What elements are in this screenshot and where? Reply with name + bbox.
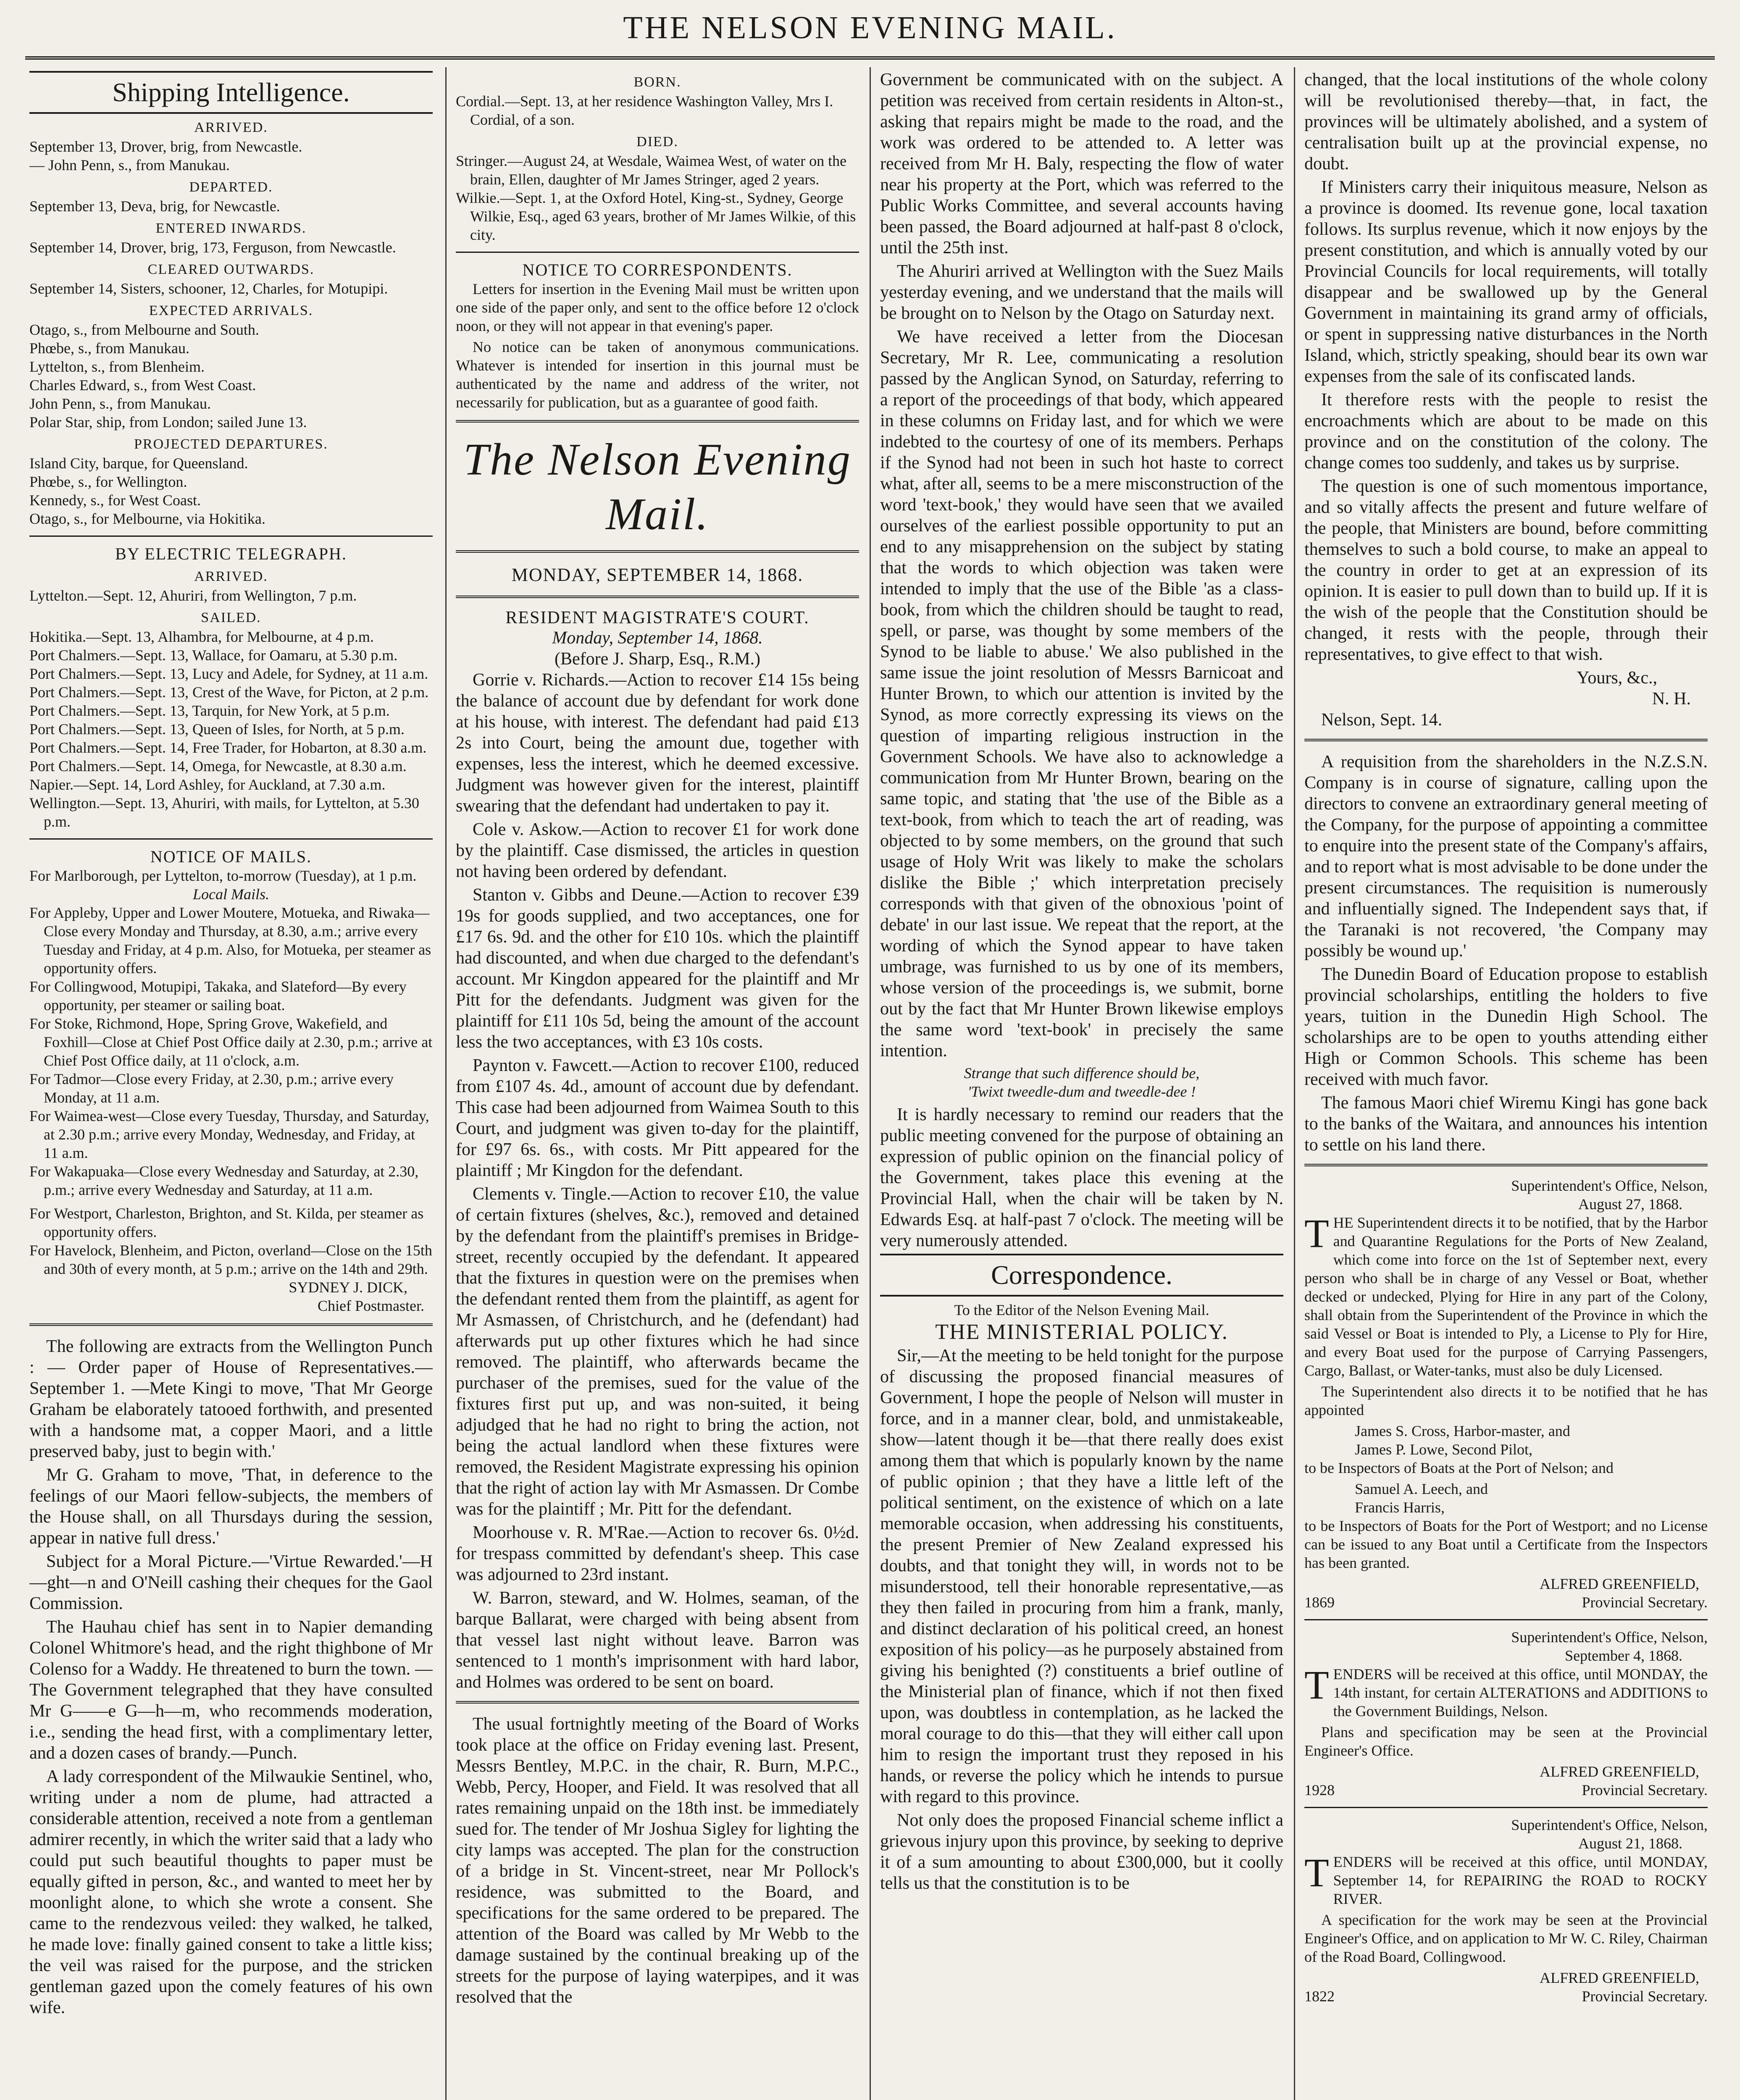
ad-name: Francis Harris, (1355, 1499, 1445, 1516)
letter-place-date: Nelson, Sept. 14. (1321, 710, 1443, 730)
column-2 (456, 69, 859, 2100)
court-before: (Before J. Sharp, Esq., R.M.) (555, 649, 760, 669)
article-paragraph: Subject for a Moral Picture.—'Virtue Rewarded.'—H—ght—n and O'Neill cashing their cheques for the Gaol Commission. (29, 1552, 433, 1613)
article-paragraph: Sir,—At the meeting to be held tonight for the purpose of discussing the proposed financial measures of Government, I hope the people of Nelson will muster in force, and in a manner clear, bold, and unmistakeable, show—latent though it be—that there really does exist among them that which is popularly known by the name of public opinion ; that they have a little left of the political sentiment, on the existence of which on a late memorable occasion, when addressing his constituents, the present Premier of New Zealand expressed his doubts, and that tonight they will, in words not to be misunderstood, tell their honorable representative,—as they then failed in procuring from him a frank, manly, and distinct declaration of his political creed, an honest exposition of his policy—as he purposely abstained from giving his benighted (?) constituents a brief outline of the Ministerial plan of finance, which if not then fixed upon, was doubtless in contemplation, as he lacked the moral courage to do this—that they will either call upon him to resign the important trust they reposed in his hands, or reverse the policy which he intends to pursue with regard to this province. (880, 1346, 1283, 1806)
divider (29, 838, 433, 840)
divider (456, 596, 859, 600)
birth-notice: Cordial.—Sept. 13, at her residence Washington Valley, Mrs I. Cordial, of a son. (456, 93, 833, 128)
article-paragraph: Clements v. Tingle.—Action to recover £10, the value of certain fixtures (shelves, &c.), removed and detained by the defendant from the plaintiff's premises in Bridge-street, recently occupied by the defendant. It appeared that the fixtures in question were on the premises when the defendant rented them from the plaintiff, as agent for Mr Asmassen, of Christchurch, and he (defendant) had afterwards put up other fixtures which he had since removed. The plaintiff, who afterwards became the purchaser of the premises, sued for the value of the fixtures first put up, and was non-suited, it being adjudged that he had no right to bring the action, not being the actual landlord when these fixtures were removed, the Resident Magistrate expressing his opinion that the right of action lay with Mr Asmassen. Dr Combe was for the plaintiff ; Mr. Pitt for the defendant. (456, 1184, 859, 1519)
death-notice: Wilkie.—Sept. 1, at the Oxford Hotel, King-st., Sydney, George Wilkie, Esq., aged 63 years, brother of Mr James Wilkie, of this city. (456, 189, 856, 243)
telegraph-label: BY ELECTRIC TELEGRAPH. (115, 544, 347, 563)
arrived-label: ARRIVED. (194, 120, 268, 135)
ad-name: James S. Cross, Harbor-master, and (1355, 1423, 1570, 1439)
tel-sailed-list (29, 627, 433, 831)
dateline: MONDAY, SEPTEMBER 14, 1868. (511, 564, 804, 585)
ad-date: August 27, 1868. (1578, 1196, 1682, 1213)
verse (880, 1064, 1283, 1101)
article-paragraph: The question is one of such momentous importance, and so vitally affects the present and future welfare of the people, that Ministers are bound, before committing themselves to such a bold course, to make an appeal to the country in order to get at an expression of its opinion. It is easier to pull down than to build up. If it is the wish of the people that the Constitution should be changed, it rests with the people, through their representatives, to give effect to that wish. (1304, 477, 1708, 664)
column-divider (870, 67, 871, 2100)
list-item: Port Chalmers.—Sept. 13, Crest of the Wave, for Picton, at 2 p.m. (29, 684, 429, 701)
correspondents-heading: NOTICE TO CORRESPONDENTS. (522, 260, 793, 279)
divider (29, 1323, 433, 1328)
death-notice: Stringer.—August 24, at Wesdale, Waimea West, of water on the brain, Ellen, daughter of Mr James Stringer, aged 2 years. (456, 152, 847, 188)
notice-paragraph: No notice can be taken of anonymous communications. Whatever is intended for insertion in this journal must be authenticated by the name and address of the writer, not necessarily for publication, but as a guarantee of good faith. (456, 339, 859, 411)
departed-label: DEPARTED. (189, 179, 273, 195)
list-item: Port Chalmers.—Sept. 14, Omega, for Newcastle, at 8.30 a.m. (29, 758, 407, 774)
list-item: Charles Edward, s., from West Coast. (29, 377, 256, 394)
list-item: Otago, s., from Melbourne and South. (29, 321, 259, 338)
projected-label: PROJECTED DEPARTURES. (134, 436, 328, 452)
divider (456, 1701, 859, 1705)
ad-signer-title: Provincial Secretary. (1582, 1988, 1708, 2005)
ad-text: ENDERS will be received at this office, until MONDAY, September 14, for REPAIRING the ROAD to ROCKY RIVER. (1333, 1853, 1708, 1907)
list-item: Port Chalmers.—Sept. 13, Lucy and Adele, for Sydney, at 11 a.m. (29, 665, 428, 682)
article-paragraph: A requisition from the shareholders in the N.Z.S.N. Company is in course of signature, calling upon the directors to convene an extraordinary general meeting of the Company, for the purpose of appointing a committee to enquire into the present state of the Company's affairs, and to report what is most advisable to be done under the present circumstances. The requisition is numerously and influentially signed. The Independent says that, if the Taranaki is not recovered, 'the Company may possibly be wound up.' (1304, 752, 1708, 961)
article-paragraph: The famous Maori chief Wiremu Kingi has gone back to the banks of the Waitara, and announces his intention to settle on his land there. (1304, 1093, 1708, 1155)
list-item: Polar Star, ship, from London; sailed June 13. (29, 414, 307, 430)
ad-date: August 21, 1868. (1578, 1835, 1682, 1852)
article-paragraph: The Hauhau chief has sent in to Napier demanding Colonel Whitmore's head, and the right thighbone of Mr Colenso for a Waddy. He threatened to burn the town. —The Government telegraphed that they have consulted Mr G——e G—h—m, who recommends moderation, i.e., sending the head first, with a complimentary letter, and a dozen cases of brandy.—Punch. (29, 1617, 433, 1763)
list-item: Port Chalmers.—Sept. 13, Tarquin, for New York, at 5 p.m. (29, 702, 390, 719)
article-paragraph: Stanton v. Gibbs and Deune.—Action to recover £39 19s for goods supplied, and two acceptances, one for £17 6s. 9d. and the other for £10 10s. which the plaintiff had discounted, and when due charged to the defendant's account. Mr Kingdon appeared for the plaintiff and Mr Pitt for the defendants. Judgment was given for the plaintiff for £11 10s 5d, being the amount of the account less the two acceptances, with £3 10s costs. (456, 885, 859, 1052)
list-item: Wellington.—Sept. 13, Ahuriri, with mails, for Lyttelton, at 5.30 p.m. (29, 795, 420, 830)
list-item: For Appleby, Upper and Lower Moutere, Motueka, and Riwaka—Close every Monday and Thursday, at 8.30, a.m.; arrive every Tuesday and Friday, at 4 p.m. Also, for Motueka, per steamer as opportunity offers. (29, 904, 431, 976)
arrived-list (29, 137, 433, 174)
list-item: For Waimea-west—Close every Tuesday, Thursday, and Saturday, at 2.30 p.m.; arrive every Monday, Wednesday, and Friday, at 11 a.m. (29, 1108, 429, 1161)
article-paragraph: Government be communicated with on the subject. A petition was received from certain residents in Alton-st., asking that repairs might be made to the road, and the work was ordered to be attended to. A letter was received from Mr H. Baly, respecting the flow of water near his property at the Port, which was referred to the Public Works Committee, and several accounts having been passed, the Board adjourned at half-past 8 o'clock, until the 25th inst. (880, 70, 1283, 257)
ad-text: A specification for the work may be seen at the Provincial Engineer's Office, and on application to Mr W. C. Riley, Chairman of the Road Board, Collingwood. (1304, 1911, 1708, 1965)
article-paragraph: It therefore rests with the people to resist the encroachments which are about to be made on this province and on the constitution of the colony. The change comes too suddenly, and takes us by surprise. (1304, 390, 1708, 472)
letter-signature: N. H. (1652, 689, 1691, 709)
drop-cap: T (1304, 1850, 1329, 1895)
died-label: DIED. (636, 134, 678, 150)
column-divider (445, 67, 447, 2100)
ad-text: to be Inspectors of Boats for the Port of Westport; and no License can be issued to any Boat until a Certificate from the Inspectors has been granted. (1304, 1517, 1708, 1571)
divider (1304, 1619, 1708, 1620)
nameplate: The Nelson Evening Mail. (463, 435, 852, 539)
article-paragraph: The usual fortnightly meeting of the Board of Works took place at the office on Friday evening last. Present, Messrs Bentley, M.P.C. in the chair, R. Burn, M.P.C., Webb, Percy, Hooper, and Field. It was resolved that all rates remaining unpaid on the 18th inst. be immediately sued for. The tender of Mr Joshua Sigley for lighting the city lamps was accepted. The plan for the construction of a bridge in St. Vincent-street, near Mr Pollock's residence, was submitted to the Board, and specifications for the same ordered to be prepared. The attention of the Board was called by Mr Webb to the damage sustained by the continual breaking up of the streets for the purpose of laying waterpipes, and it was resolved that the (456, 1714, 859, 2007)
ad-office: Superintendent's Office, Nelson, (1511, 1177, 1708, 1194)
list-item: For Collingwood, Motupipi, Takaka, and Slateford—By every opportunity, per steamer or sailing boat. (29, 978, 407, 1013)
list-item: For Tadmor—Close every Friday, at 2.30, p.m.; arrive every Monday, at 11 a.m. (29, 1071, 394, 1106)
article-paragraph: Cole v. Askow.—Action to recover £1 for work done by the plaintiff. Case dismissed, the articles in question not having been ordered by defendant. (456, 820, 859, 881)
signer-title: Chief Postmaster. (318, 1297, 424, 1314)
list-item: Lyttelton.—Sept. 12, Ahuriri, from Wellington, 7 p.m. (29, 587, 357, 604)
masthead: THE NELSON EVENING MAIL. (623, 10, 1117, 45)
ad-date: September 4, 1868. (1565, 1647, 1682, 1664)
list-item: Kennedy, s., for West Coast. (29, 492, 201, 509)
ad-number: 1869 (1304, 1594, 1335, 1611)
verse-line: 'Twixt tweedle-dum and tweedle-dee ! (967, 1083, 1196, 1100)
ad-name: Samuel A. Leech, and (1355, 1480, 1488, 1497)
list-item: September 13, Drover, brig, from Newcastle. (29, 138, 302, 155)
cleared-label: CLEARED OUTWARDS. (147, 262, 315, 277)
column-3 (880, 69, 1283, 2100)
list-item: Port Chalmers.—Sept. 13, Queen of Isles, for North, at 5 p.m. (29, 721, 405, 738)
ad-text: Plans and specification may be seen at the Provincial Engineer's Office. (1304, 1724, 1708, 1759)
divider (1304, 739, 1708, 743)
column-1 (29, 69, 433, 2100)
entered-label: ENTERED INWARDS. (155, 220, 307, 236)
list-item: Phœbe, s., for Wellington. (29, 473, 187, 490)
article-paragraph: Mr G. Graham to move, 'That, in deference to the feelings of our Maori fellow-subjects, the members of the House shall, on all Thursdays during the session, appear in native full dress.' (29, 1465, 433, 1548)
divider (1304, 1807, 1708, 1808)
list-item: For Stoke, Richmond, Hope, Spring Grove, Wakefield, and Foxhill—Close at Chief Post Office daily at 2.30, p.m.; arrive at Chief Post Office daily, at 11 o'clock, a.m. (29, 1015, 433, 1069)
list-item: For Westport, Charleston, Brighton, and St. Kilda, per steamer as opportunity offers. (29, 1205, 424, 1240)
list-item: Island City, barque, for Queensland. (29, 455, 248, 472)
mails-heading: NOTICE OF MAILS. (150, 847, 312, 866)
list-item: Port Chalmers.—Sept. 13, Wallace, for Oamaru, at 5.30 p.m. (29, 647, 398, 664)
advertisement (1304, 1176, 1708, 1612)
article-paragraph: The Dunedin Board of Education propose to establish provincial scholarships, entitling the holders to five years, tuition in the Dunedin High School. The scholarships are to be open to youths attending either High or Common Schools. This scheme has been received with much favor. (1304, 965, 1708, 1089)
mails-intro: For Marlborough, per Lyttelton, to-morrow (Tuesday), at 1 p.m. (29, 867, 417, 884)
court-date: Monday, September 14, 1868. (552, 628, 763, 648)
ad-office: Superintendent's Office, Nelson, (1511, 1816, 1708, 1833)
list-item: Otago, s., for Melbourne, via Hokitika. (29, 510, 265, 527)
masthead-rule (25, 56, 1715, 62)
column-4 (1304, 69, 1708, 2100)
list-item: Napier.—Sept. 14, Lord Ashley, for Auckland, at 7.30 a.m. (29, 776, 386, 793)
advertisement (1304, 1628, 1708, 1799)
ad-text: to be Inspectors of Boats at the Port of Nelson; and (1304, 1460, 1614, 1476)
ad-text: HE Superintendent directs it to be notified, that by the Harbor and Quarantine Regulations for the Ports of New Zealand, which come into force on the 1st of September next, every person who shall be in charge of any Vessel or Boat, whether decked or undecked, Plying for Hire in any part of the Colony, shall obtain from the Superintendent of the Province in which the said Vessel or Boat is intended to Ply, a License to Ply for Hire, and every Boat used for the purpose of Carrying Passengers, Cargo, Ballast, or Water-tanks, must also be duly Licensed. (1304, 1214, 1708, 1379)
article-paragraph: Moorhouse v. R. M'Rae.—Action to recover 6s. 0½d. for trespass committed by defendant's sheep. This case was adjourned to 23rd instant. (456, 1523, 859, 1584)
list-item: Phœbe, s., from Manukau. (29, 340, 189, 357)
article-paragraph: We have received a letter from the Diocesan Secretary, Mr R. Lee, communicating a resolution passed by the Anglican Synod, on Saturday, referring to a report of the proceedings of that body, which appeared in these columns on Friday last, and for which we were indebted to the courtesy of one of its members. Perhaps if the Synod had not been in such hot haste to correct what, after all, seems to be a mere misconstruction of the word 'text-book,' they would have seen that we availed ourselves of the earliest possible opportunity to put an end to any misapprehension on the subject by stating that the words to which objection was taken were intended to imply that the use of the Bible 'as a class-book, from which the children should be taught to read, spell, or parse, was thought by some members of the Synod to be liable to abuse.' We also published in the same issue the joint resolution of Messrs Barnicoat and Hunter Brown, to which our attention is invited by the Synod, as more correctly expressing its views on the question of imparting religious instruction in the Government Schools. We have also to acknowledge a communication from Mr Hunter Brown, bearing on the same topic, and stating that 'the use of the Bible as a text-book, from which to teach the art of reading, was objected to by some members, on the ground that such usage of Holy Writ was likely to make the scholars dislike the Bible ;' which interpretation precisely corresponds with that given of the obnoxious 'point of debate' in our last issue. We repeat that the report, at the wording of which the Synod appear to have taken umbrage, was furnished to us by one of its members, whose version of the proceedings is, we submit, borne out by the fact that Mr Hunter Brown likewise employs the same word 'text-book' in precisely the same intention. (880, 327, 1283, 1060)
expected-list (29, 320, 433, 431)
article-paragraph: Gorrie v. Richards.—Action to recover £14 15s being the balance of account due by defendant for work done at his house, with interest. The defendant had paid £13 2s into Court, being the amount due, together with expenses, less the interest, which he deemed excessive. Judgment was however given for the interest, plaintiff swearing that the defendant had undertaken to pay it. (456, 670, 859, 816)
born-label: BORN. (633, 74, 681, 90)
drop-cap: T (1304, 1211, 1329, 1256)
article-paragraph: The Ahuriri arrived at Wellington with the Suez Mails yesterday evening, and we understand that the mails will be brought on to Nelson by the Otago on Saturday next. (880, 262, 1283, 323)
court-heading: RESIDENT MAGISTRATE'S COURT. (505, 608, 810, 627)
expected-label: EXPECTED ARRIVALS. (149, 303, 313, 318)
article-paragraph: changed, that the local institutions of the whole colony will be revolutionised thereby—that, in fact, the provinces will be ultimately abolished, and a system of centralisation built up at the provincial expense, no doubt. (1304, 70, 1708, 173)
article-paragraph: Paynton v. Fawcett.—Action to recover £100, reduced from £107 4s. 4d., amount of account due by defendant. This case had been adjourned from Waimea South to this Court, and judgment was given to-day for the plaintiff, for £97 6s. 6s., with costs. Mr Pitt appeared for the plaintiff ; Mr Kingdon for the defendant. (456, 1056, 859, 1180)
divider (456, 550, 859, 554)
divider (456, 420, 859, 424)
list-item: — John Penn, s., from Manukau. (29, 157, 230, 173)
letter-address: To the Editor of the Nelson Evening Mail. (954, 1302, 1209, 1318)
correspondence-heading: Correspondence. (880, 1254, 1283, 1297)
ad-office: Superintendent's Office, Nelson, (1511, 1629, 1708, 1646)
ad-text: ENDERS will be received at this office, until MONDAY, the 14th instant, for certain ALTERATIONS and ADDITIONS to the Government Buildings, Nelson. (1333, 1666, 1708, 1719)
list-item: Port Chalmers.—Sept. 14, Free Trader, for Hobarton, at 8.30 a.m. (29, 739, 427, 756)
drop-cap: T (1304, 1662, 1329, 1707)
article-paragraph: W. Barron, steward, and W. Holmes, seaman, of the barque Ballarat, were charged with being absent from that vessel last night without leave. Barron was sentenced to 1 month's imprisonment with hard labor, and Holmes was ordered to be sent on board. (456, 1588, 859, 1692)
divider (1304, 1164, 1708, 1168)
tel-sailed-label: SAILED. (201, 610, 261, 625)
list-item: Lyttelton, s., from Blenheim. (29, 358, 205, 375)
divider (29, 536, 433, 537)
ad-signer: ALFRED GREENFIELD, (1540, 1969, 1699, 1986)
verse-line: Strange that such difference should be, (964, 1065, 1200, 1082)
signer: SYDNEY J. DICK, (289, 1279, 407, 1296)
ad-number: 1822 (1304, 1988, 1335, 2005)
tel-arrived-label: ARRIVED. (194, 569, 268, 584)
ad-signer-title: Provincial Secretary. (1582, 1782, 1708, 1798)
ad-signer: ALFRED GREENFIELD, (1540, 1763, 1699, 1780)
shipping-heading: Shipping Intelligence. (29, 71, 433, 114)
local-mails-label: Local Mails. (192, 886, 269, 903)
ad-number: 1928 (1304, 1782, 1335, 1798)
list-item: September 14, Sisters, schooner, 12, Charles, for Motupipi. (29, 280, 388, 297)
letter-title: THE MINISTERIAL POLICY. (935, 1320, 1228, 1344)
article-paragraph: If Ministers carry their iniquitous measure, Nelson as a province is doomed. Its revenue gone, local taxation follows. Its surplus revenue, which it now enjoys by the present constitution, and which is annually voted by our Provincial Councils for local requirements, will totally disappear and be swallowed up by the General Government in maintaining its grand army of officials, or spent in suppressing native disturbances in the North Island, which, strictly speaking, should bear its own war expenses from the sale of its confiscated lands. (1304, 178, 1708, 386)
letter-closing: Yours, &c., (1577, 668, 1657, 688)
column-divider (1294, 67, 1295, 2100)
notice-paragraph: Letters for insertion in the Evening Mail must be written upon one side of the paper only, and sent to the office before 12 o'clock noon, or they will not appear in that evening's paper. (456, 281, 859, 334)
article-paragraph: Not only does the proposed Financial scheme inflict a grievous injury upon this province, by seeking to deprive it of a sum amounting to about £300,000, but it coolly tells us that the constitution is to be (880, 1811, 1283, 1893)
divider (456, 252, 859, 253)
article-paragraph: A lady correspondent of the Milwaukie Sentinel, who, writing under a nom de plume, had attracted a considerable attention, received a note from a gentleman admirer recently, in which the writer said that a lady who could put such beautiful thoughts to paper must be equally gifted in person, &c., and wanted to meet her by moonlight alone, to which she wrote a consent. She came to the rendezvous veiled: they walked, he talked, he made love: finally gained consent to take a little kiss; the veil was raised for the purpose, and the stricken gentleman gazed upon the comely features of his own wife. (29, 1767, 433, 2017)
article-paragraph: It is hardly necessary to remind our readers that the public meeting convened for the purpose of obtaining an expression of public opinion on the financial policy of the Government, takes place this evening at the Provincial Hall, when the chair will be taken by N. Edwards Esq. at half-past 7 o'clock. The meeting will be very numerously attended. (880, 1105, 1283, 1250)
advertisement (1304, 1816, 1708, 2006)
list-item: Hokitika.—Sept. 13, Alhambra, for Melbourne, at 4 p.m. (29, 628, 374, 645)
ad-name: James P. Lowe, Second Pilot, (1355, 1441, 1532, 1458)
ad-signer: ALFRED GREENFIELD, (1540, 1575, 1699, 1592)
list-item: John Penn, s., from Manukau. (29, 395, 211, 412)
list-item: September 13, Deva, brig, for Newcastle. (29, 198, 280, 215)
ad-signer-title: Provincial Secretary. (1582, 1594, 1708, 1611)
article-paragraph: The following are extracts from the Wellington Punch : — Order paper of House of Representatives.—September 1. —Mete Kingi to move, 'That Mr George Graham be elaborately tatooed forthwith, and presented with a handsome mat, a copper Maori, and a little preserved baby, just to begin with.' (29, 1337, 433, 1461)
list-item: For Havelock, Blenheim, and Picton, overland—Close on the 15th and 30th of every month, at 5 p.m.; arrive on the 14th and 29th. (29, 1242, 432, 1277)
ad-text: The Superintendent also directs it to be notified that he has appointed (1304, 1383, 1708, 1418)
list-item: September 14, Drover, brig, 173, Ferguson, from Newcastle. (29, 239, 396, 256)
list-item: For Wakapuaka—Close every Wednesday and Saturday, at 2.30, p.m.; arrive every Wednesday and Saturday, at 11 a.m. (29, 1163, 419, 1198)
projected-list (29, 454, 433, 528)
